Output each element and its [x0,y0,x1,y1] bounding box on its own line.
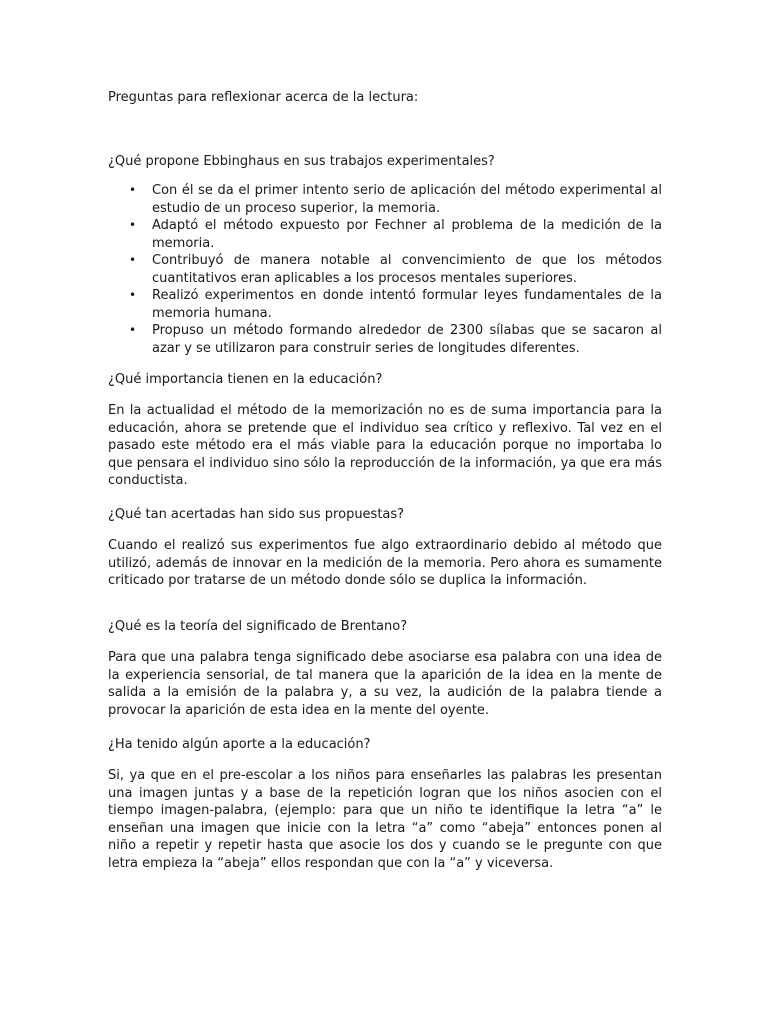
question-ebbinghaus: ¿Qué propone Ebbinghaus en sus trabajos experimentales? [108,154,495,169]
bullet-icon: • [129,253,137,267]
bullet-icon: • [129,323,137,337]
list-item [108,252,662,287]
intro-heading: Preguntas para reflexionar acerca de la lectura: [108,90,419,105]
bullet-icon: • [129,288,137,302]
list-item-text: Adaptó el método expuesto por Fechner al problema de la medición de la memoria. [152,218,662,251]
list-item-text: Contribuyó de manera notable al convencimiento de que los métodos cuantitativos eran aplicables a los procesos mentales superiores. [152,253,662,286]
answer-importancia: En la actualidad el método de la memorización no es de suma importancia para la educación, ahora se pretende que el individuo sea crítico y reflexivo. Tal vez en el pasado este método era el más viable para la educación porque no importaba lo que pensara el individuo sino sólo la reproducción de la información, ya que era más conductista. [108,403,662,488]
answer-brentano: Para que una palabra tenga significado debe asociarse esa palabra con una idea de la experiencia sensorial, de tal manera que la aparición de la idea en la mente de salida a la emisión de la palabra y, a su vez, la audición de la palabra tiende a provocar la aparición de esta idea en la mente del oyente. [108,650,662,718]
ebbinghaus-bullet-list [108,182,662,357]
question-importancia: ¿Qué importancia tienen en la educación? [108,372,383,387]
list-item-text: Realizó experimentos en donde intentó formular leyes fundamentales de la memoria humana. [152,288,662,321]
question-brentano: ¿Qué es la teoría del significado de Brentano? [108,619,408,634]
bullet-icon: • [129,218,137,232]
answer-acertadas: Cuando el realizó sus experimentos fue algo extraordinario debido al método que utilizó, además de innovar en la medición de la memoria. Pero ahora es sumamente criticado por tratarse de un método donde sólo se duplica la información. [108,538,662,588]
answer-aporte: Si, ya que en el pre-escolar a los niños para enseñarles las palabras les presentan una imagen juntas y a base de la repetición logran que los niños asocien con el tiempo imagen-palabra, (ejemplo: para que un niño te identifique la letra “a” le enseñan una imagen que inicie con la letra “a” como “abeja” entonces ponen al niño a repetir y repetir hasta que asocie los dos y cuando se le pregunte con que letra empieza la “abeja” ellos respondan que con la “a” y viceversa. [108,768,662,871]
bullet-icon: • [129,183,137,197]
list-item [108,182,662,217]
list-item-text: Propuso un método formando alrededor de 2300 sílabas que se sacaron al azar y se utilizaron para construir series de longitudes diferentes. [152,323,662,356]
question-acertadas: ¿Qué tan acertadas han sido sus propuestas? [108,507,405,522]
list-item [108,217,662,252]
question-aporte: ¿Ha tenido algún aporte a la educación? [108,737,371,752]
list-item [108,322,662,357]
list-item [108,287,662,322]
list-item-text: Con él se da el primer intento serio de aplicación del método experimental al estudio de un proceso superior, la memoria. [152,183,662,216]
